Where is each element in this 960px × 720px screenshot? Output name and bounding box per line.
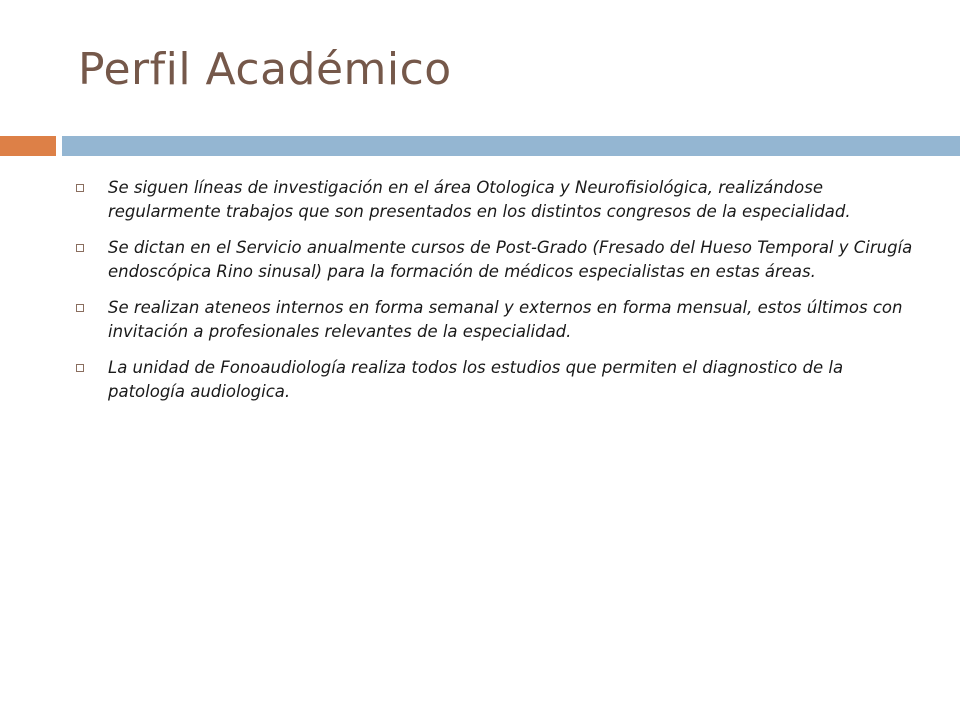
bullet-list: [76, 176, 916, 416]
slide-title: Perfil Académico: [78, 44, 452, 95]
bullet-item: [76, 356, 916, 404]
hollow-square-bullet-icon: [76, 244, 84, 252]
hollow-square-bullet-icon: [76, 304, 84, 312]
bullet-text: Se dictan en el Servicio anualmente cursos de Post-Grado (Fresado del Hueso Temporal y Cirugía endoscópica Rino sinusal) para la formación de médicos especialistas en estas áreas.: [108, 238, 913, 281]
bullet-text: Se siguen líneas de investigación en el área Otologica y Neurofisiológica, realizándose regularmente trabajos que son presentados en los distintos congresos de la especialidad.: [108, 178, 851, 221]
bullet-item: [76, 176, 916, 224]
hollow-square-bullet-icon: [76, 364, 84, 372]
hollow-square-bullet-icon: [76, 184, 84, 192]
bullet-text: La unidad de Fonoaudiología realiza todos los estudios que permiten el diagnostico de la patología audiologica.: [108, 358, 844, 401]
title-underline-accent-bar: [0, 136, 56, 156]
bullet-item: [76, 296, 916, 344]
bullet-item: [76, 236, 916, 284]
bullet-text: Se realizan ateneos internos en forma semanal y externos en forma mensual, estos últimos con invitación a profesionales relevantes de la especialidad.: [108, 298, 903, 341]
title-underline-bar: [62, 136, 960, 156]
